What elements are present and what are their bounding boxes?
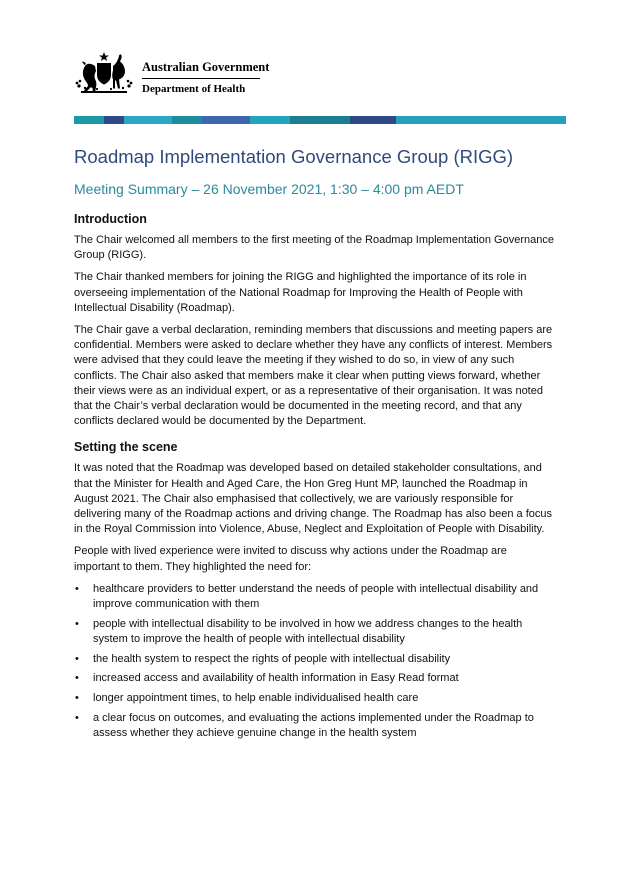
government-branding bbox=[142, 60, 269, 96]
band-segment bbox=[74, 116, 104, 124]
bullet-icon: • bbox=[75, 582, 79, 595]
paragraph: It was noted that the Roadmap was developed based on detailed stakeholder consultations, and that the Minister for Health and Aged Care, the Hon Greg Hunt MP, launched the Roadmap in August 2021. The Chair also emphasised that collectively, we are variously responsible for delivering many of the Roadmap actions and driving change. The Roadmap has also been a focus in the Royal Commission into Violence, Abuse, Neglect and Exploitation of People with Disability. bbox=[74, 462, 552, 536]
list-item bbox=[74, 671, 554, 686]
department-name: Department of Health bbox=[142, 83, 246, 95]
paragraph: The Chair gave a verbal declaration, reminding members that discussions and meeting papers are confidential. Members were asked to declare whether they have any conflicts of interest. Members were advised that they could leave the meeting if they wished to do so, in view of any such conflicts. The Chair also asked that members make it clear when putting views forward, whether their views were as an individual expert, or as a representative of their organisation. It was noted that the Chair’s verbal declaration would be documented in the meeting record, and that any conflicts declared would be documented by the Department. bbox=[74, 324, 553, 428]
list-item-text: increased access and availability of health information in Easy Read format bbox=[93, 672, 459, 685]
paragraph: People with lived experience were invited to discuss why actions under the Roadmap are important to them. They highlighted the need for: bbox=[74, 545, 507, 573]
document-subtitle: Meeting Summary – 26 November 2021, 1:30 – 4:00 pm AEDT bbox=[74, 181, 464, 197]
paragraph: The Chair thanked members for joining the RIGG and highlighted the importance of its role in overseeing implementation of the National Roadmap for Improving the Health of People with Intellectual Disability (Roadmap). bbox=[74, 271, 527, 314]
needs-bullet-list bbox=[74, 582, 554, 741]
section-heading-setting-the-scene: Setting the scene bbox=[74, 440, 178, 455]
list-item bbox=[74, 617, 554, 647]
document-body bbox=[74, 211, 554, 746]
band-segment bbox=[104, 116, 124, 124]
document-title: Roadmap Implementation Governance Group (RIGG) bbox=[74, 146, 514, 167]
list-item-text: healthcare providers to better understand the needs of people with intellectual disability and improve communication with them bbox=[93, 582, 539, 611]
list-item-text: people with intellectual disability to be involved in how we address changes to the health system to improve the health of people with intellectual disability bbox=[93, 617, 523, 645]
list-item bbox=[74, 691, 554, 706]
list-item bbox=[74, 652, 554, 667]
bullet-icon: • bbox=[75, 692, 79, 705]
band-segment bbox=[124, 116, 172, 124]
band-segment bbox=[172, 116, 202, 124]
bullet-icon: • bbox=[75, 652, 79, 665]
list-item-text: longer appointment times, to help enable individualised health care bbox=[93, 692, 419, 705]
band-segment bbox=[250, 116, 290, 124]
government-name: Australian Government bbox=[142, 60, 270, 74]
coat-of-arms-icon bbox=[73, 50, 135, 96]
header-color-band bbox=[74, 116, 566, 124]
bullet-icon: • bbox=[75, 672, 79, 685]
list-item-text: a clear focus on outcomes, and evaluating the actions implemented under the Roadmap to assess whether they achieve genuine change in the health system bbox=[93, 711, 534, 739]
band-segment bbox=[290, 116, 350, 124]
list-item bbox=[74, 582, 554, 612]
branding-divider bbox=[142, 78, 260, 79]
bullet-icon: • bbox=[75, 617, 79, 630]
band-segment bbox=[396, 116, 566, 124]
list-item bbox=[74, 711, 554, 741]
list-item-text: the health system to respect the rights of people with intellectual disability bbox=[93, 652, 451, 665]
section-heading-introduction: Introduction bbox=[74, 212, 147, 226]
band-segment bbox=[350, 116, 396, 124]
band-segment bbox=[202, 116, 250, 124]
paragraph: The Chair welcomed all members to the first meeting of the Roadmap Implementation Governance Group (RIGG). bbox=[74, 234, 554, 262]
bullet-icon: • bbox=[75, 711, 79, 724]
